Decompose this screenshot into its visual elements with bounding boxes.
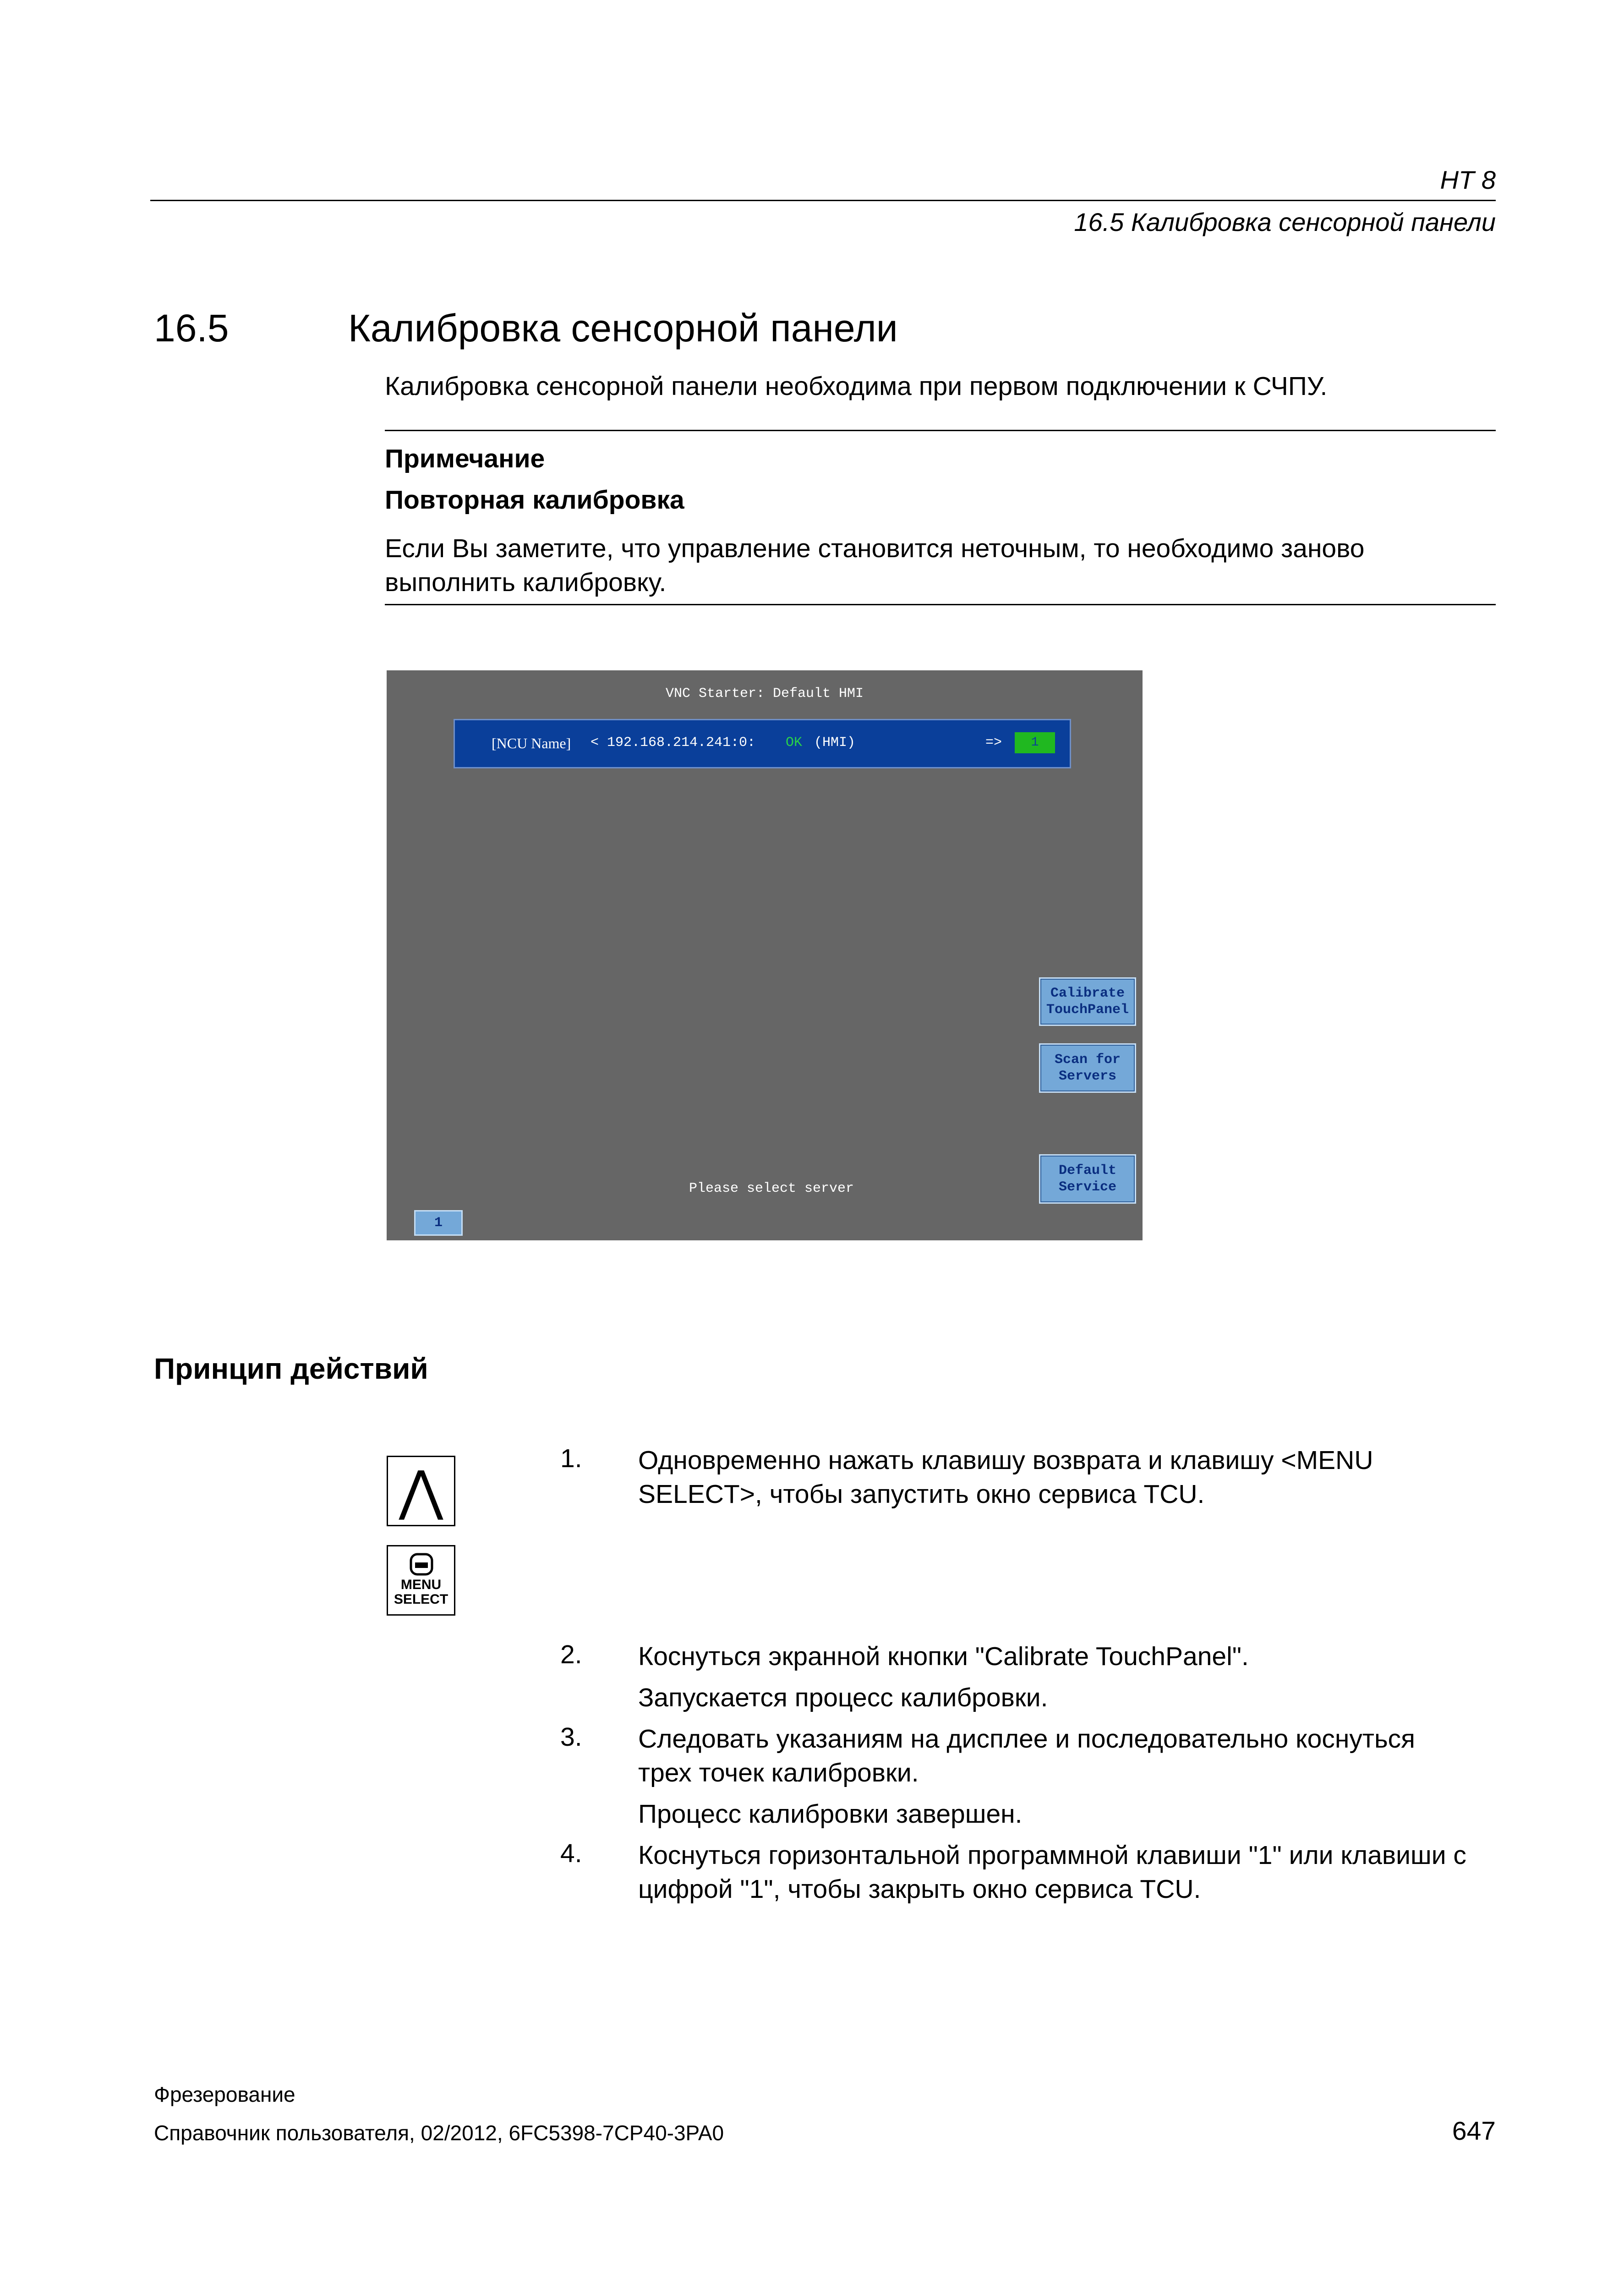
footer-publication: Справочник пользователя, 02/2012, 6FC5398-7CP40-3PA0 <box>154 2121 724 2145</box>
softkey-1-button[interactable]: 1 <box>414 1210 463 1236</box>
step-text <box>638 1838 1499 1906</box>
step-result: Запускается процесс калибровки. <box>638 1683 1048 1712</box>
step-text <box>638 1722 1499 1831</box>
step-line: Следовать указаниям на дисплее и последовательно коснуться <box>638 1724 1416 1754</box>
step-result: Процесс калибровки завершен. <box>638 1799 1023 1829</box>
menu-select-key-icon <box>387 1545 455 1616</box>
chapter-header: HT 8 <box>1440 165 1496 194</box>
header-rule <box>150 200 1496 201</box>
button-label-line2: Servers <box>1058 1069 1117 1084</box>
ncu-select-number[interactable]: 1 <box>1015 732 1055 753</box>
step-line: Коснуться горизонтальной программной клавиши "1" или клавиши с <box>638 1841 1466 1870</box>
step-line: трех точек калибровки. <box>638 1758 919 1787</box>
step-text <box>638 1443 1499 1511</box>
calibrate-touchpanel-button[interactable] <box>1039 977 1136 1026</box>
ncu-arrow: => <box>985 735 1002 751</box>
step-line: цифрой "1", чтобы закрыть окно сервиса TCU. <box>638 1874 1201 1904</box>
menu-keyboard-icon <box>410 1553 433 1576</box>
step-line: Коснуться экранной кнопки "Calibrate TouchPanel". <box>638 1642 1249 1671</box>
scan-for-servers-button[interactable] <box>1039 1043 1136 1093</box>
note-text: Если Вы заметите, что управление становится неточным, то необходимо заново выполнить калибровку. <box>385 534 1365 597</box>
step-number: 3. <box>560 1722 582 1752</box>
vnc-window-title: VNC Starter: Default HMI <box>665 686 864 702</box>
note-bottom-rule <box>385 604 1496 605</box>
note-top-rule <box>385 430 1496 431</box>
button-label-line2: TouchPanel <box>1046 1002 1129 1018</box>
note-label: Примечание <box>385 444 545 473</box>
ncu-name: [NCU Name] <box>492 735 571 751</box>
section-number: 16.5 <box>154 307 229 350</box>
vnc-starter-window <box>387 670 1143 1240</box>
section-title: Калибровка сенсорной панели <box>348 307 898 350</box>
ncu-status: OK <box>786 735 803 751</box>
ncu-address: < 192.168.214.241:0: <box>591 735 756 751</box>
step-number: 1. <box>560 1444 582 1473</box>
recall-glyph: ⋀ <box>399 1459 443 1522</box>
footer-title: Фрезерование <box>154 2083 295 2106</box>
button-label-line1: Scan for <box>1054 1052 1121 1068</box>
button-label-line1: Calibrate <box>1050 986 1125 1001</box>
note-title: Повторная калибровка <box>385 485 684 515</box>
select-key-label: SELECT <box>394 1592 448 1607</box>
recall-key-icon <box>387 1456 455 1526</box>
section-header: 16.5 Калибровка сенсорной панели <box>1074 208 1496 236</box>
ncu-type: (HMI) <box>814 735 856 751</box>
step-line: Одновременно нажать клавишу возврата и клавишу <MENU <box>638 1446 1373 1475</box>
menu-key-label: MENU <box>400 1577 442 1592</box>
intro-text: Калибровка сенсорной панели необходима при первом подключении к СЧПУ. <box>385 372 1328 401</box>
step-number: 4. <box>560 1839 582 1868</box>
button-label-line1: Default <box>1058 1163 1117 1178</box>
step-number: 2. <box>560 1640 582 1669</box>
principle-heading: Принцип действий <box>154 1352 428 1385</box>
step-text <box>638 1639 1499 1715</box>
page-number: 647 <box>1452 2116 1496 2146</box>
status-message: Please select server <box>689 1181 854 1196</box>
ncu-server-entry[interactable] <box>454 719 1071 768</box>
step-line: SELECT>, чтобы запустить окно сервиса TCU. <box>638 1480 1205 1509</box>
button-label-line2: Service <box>1058 1179 1117 1195</box>
